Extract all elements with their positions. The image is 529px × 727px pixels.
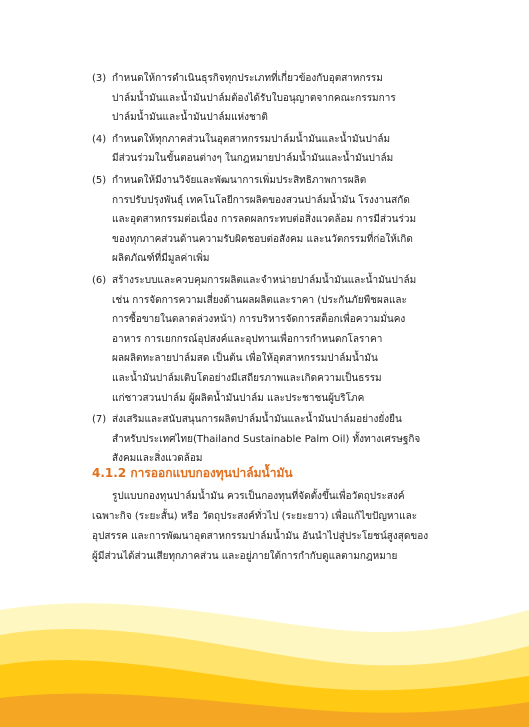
item-number: (4) bbox=[92, 133, 107, 145]
body-paragraph bbox=[92, 487, 454, 567]
list-item bbox=[92, 271, 452, 408]
policy-list bbox=[92, 69, 452, 471]
item-text-line: ผลิตภัณฑ์ที่มีมูลค่าเพิ่ม bbox=[112, 253, 210, 265]
paragraph-line: ผู้มีส่วนได้ส่วนเสียทุกภาคส่วน และอยู่ภายใต้การกำกับดูแลตามกฎหมาย bbox=[92, 551, 398, 562]
item-text-line: และน้ำมันปาล์มเติบโตอย่างมีเสถียรภาพและเกิดความเป็นธรรม bbox=[112, 372, 382, 384]
item-text-line: การซื้อขายในตลาดล่วงหน้า) การบริหารจัดการสต็อกเพื่อความมั่นคง bbox=[112, 314, 406, 326]
item-text-line: สำหรับประเทศไทย(Thailand Sustainable Palm Oil) ทั้งทางเศรษฐกิจ bbox=[112, 433, 421, 445]
list-item bbox=[92, 69, 452, 128]
item-text-line: กำหนดให้การดำเนินธุรกิจทุกประเภทที่เกี่ยวข้องกับอุตสาหกรรม bbox=[112, 73, 383, 84]
item-text-line: อาหาร การเยกกรณ์อุปสงค์และอุปทานเพื่อการกำหนดกโลราคา bbox=[112, 333, 383, 345]
item-number: (3) bbox=[92, 73, 107, 84]
paragraph-line: รูปแบบกองทุนปาล์มน้ำมัน ควรเป็นกองทุนที่จัดตั้งขึ้นเพื่อวัตถุประสงค์ bbox=[112, 491, 405, 502]
item-text-line: และอุตสาหกรรมต่อเนื่อง การลดผลกระทบต่อสิ่งแวดล้อม การมีส่วนร่วม bbox=[112, 214, 417, 226]
paragraph-line: อุปสรรค และการพัฒนาอุตสาหกรรมปาล์มน้ำมัน อันนำไปสู่ประโยชน์สูงสุดของ bbox=[92, 531, 429, 542]
section-title: การออกแบบกองทุนปาล์มน้ำมัน bbox=[130, 466, 293, 480]
item-number: (7) bbox=[92, 414, 107, 426]
list-item bbox=[92, 410, 452, 469]
item-text-line: กำหนดให้ทุกภาคส่วนในอุตสาหกรรมปาล์มน้ำมันและน้ำมันปาล์ม bbox=[112, 133, 391, 145]
list-item bbox=[92, 171, 452, 269]
item-text-line: แก่ชาวสวนปาล์ม ผู้ผลิตน้ำมันปาล์ม และประชาชนผู้บริโภค bbox=[112, 392, 365, 404]
item-text-line: ปาล์มน้ำมันและน้ำมันปาล์มแห่งชาติ bbox=[112, 112, 268, 124]
item-number: (6) bbox=[92, 274, 107, 286]
item-number: (5) bbox=[92, 174, 107, 186]
section-heading bbox=[92, 464, 293, 483]
item-text-line: ปาล์มน้ำมันและน้ำมันปาล์มต้องได้รับใบอนุญาตจากคณะกรรมการ bbox=[112, 92, 396, 104]
list-item bbox=[92, 130, 452, 169]
item-text-line: ผลผลิตทะลายปาล์มสด เป็นต้น เพื่อให้อุตสาหกรรมปาล์มน้ำมัน bbox=[112, 353, 378, 365]
item-text-line: สังคมและสิ่งแวดล้อม bbox=[112, 453, 203, 465]
item-text-line: มีส่วนร่วมในขั้นตอนต่างๆ ในกฎหมายปาล์มน้ำมันและน้ำมันปาล์ม bbox=[112, 153, 394, 165]
section-number: 4.1.2 bbox=[92, 466, 127, 480]
item-text-line: การปรับปรุงพันธุ์ เทคโนโลยีการผลิตของสวนปาล์มน้ำมัน โรงงานสกัด bbox=[112, 194, 410, 206]
item-text-line: ส่งเสริมและสนับสนุนการผลิตปาล์มน้ำมันและน้ำมันปาล์มอย่างยั่งยืน bbox=[112, 414, 402, 426]
paragraph-line: เฉพาะกิจ (ระยะสั้น) หรือ วัตถุประสงค์ทั่วไป (ระยะยาว) เพื่อแก้ไขปัญหาและ bbox=[92, 511, 418, 522]
item-text-line: กำหนดให้มีงานวิจัยและพัฒนาการเพิ่มประสิทธิภาพการผลิต bbox=[112, 174, 367, 186]
item-text-line: ของทุกภาคส่วนด้านความรับผิดชอบต่อสังคม และนวัตกรรมที่ก่อให้เกิด bbox=[112, 233, 413, 245]
decorative-wave bbox=[0, 580, 529, 727]
item-text-line: เช่น การจัดการความเสี่ยงด้านผลผลิตและราคา (ประกันภัยพืชผลและ bbox=[112, 294, 407, 306]
item-text-line: สร้างระบบและควบคุมการผลิตและจำหน่ายปาล์มน้ำมันและน้ำมันปาล์ม bbox=[112, 274, 417, 286]
